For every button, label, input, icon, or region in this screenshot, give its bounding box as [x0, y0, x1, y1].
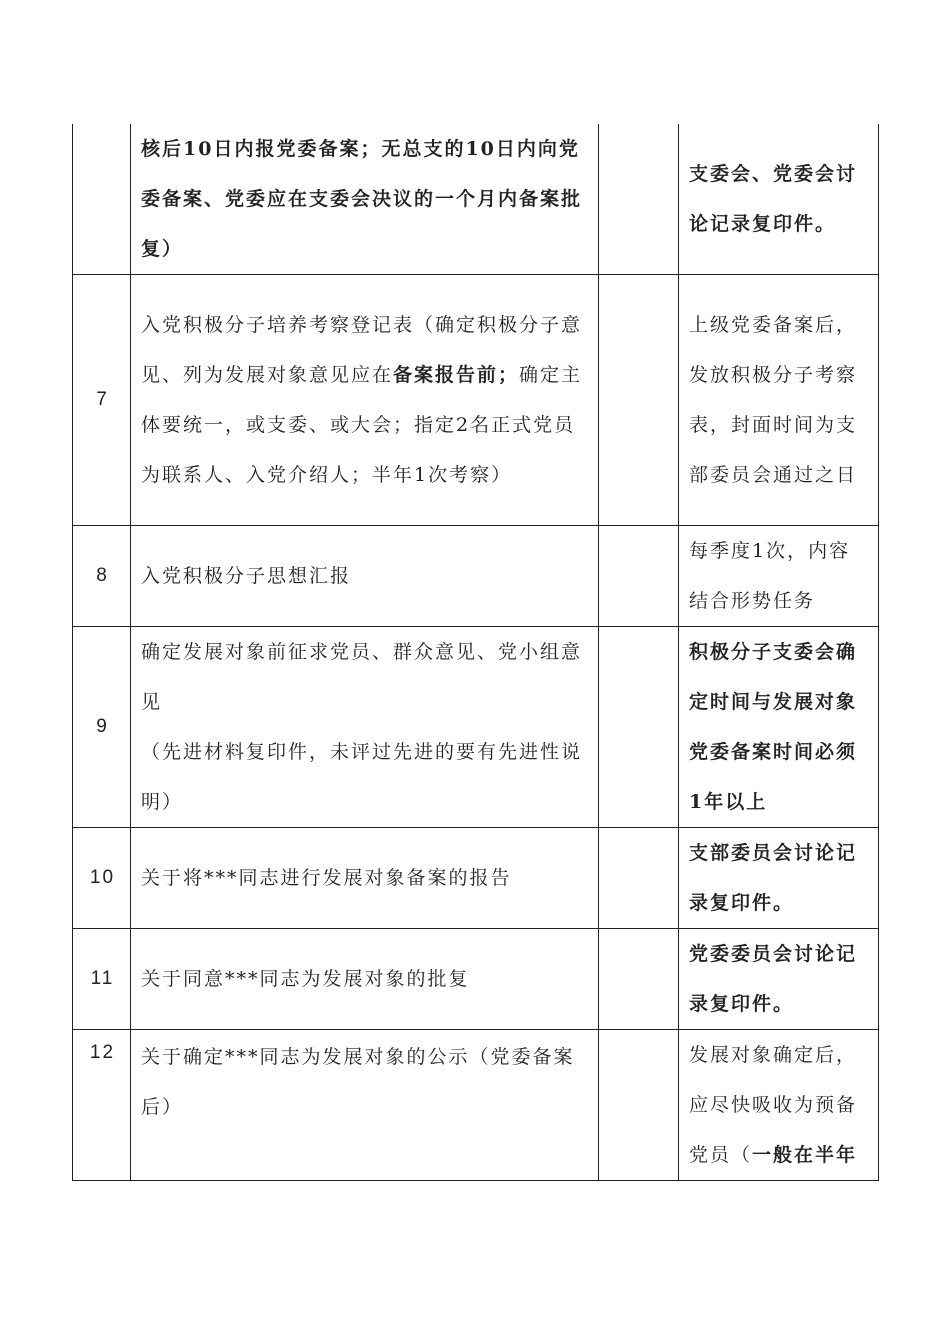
blank-cell: [599, 627, 679, 828]
row-note: 上级党委备案后，发放积极分子考察表，封面时间为支部委员会通过之日: [679, 275, 879, 526]
row-content: 关于确定***同志为发展对象的公示（党委备案后）: [131, 1030, 599, 1181]
row-note: 支委会、党委会讨论记录复印件。: [679, 124, 879, 275]
blank-cell: [599, 1030, 679, 1181]
row-note: 积极分子支委会确定时间与发展对象党委备案时间必须1年以上: [679, 627, 879, 828]
row-number: 10: [73, 828, 131, 929]
content-text: 确定主体要统一，或支委、或大会；指定2名正式党员为联系人、入党介绍人；半年1次考察）: [141, 364, 583, 486]
table-row: [73, 526, 879, 627]
blank-cell: [599, 124, 679, 275]
blank-cell: [599, 828, 679, 929]
row-note: 每季度1次，内容结合形势任务: [679, 526, 879, 627]
table-row: [73, 627, 879, 828]
content-line: （先进材料复印件，未评过先进的要有先进性说明）: [141, 741, 583, 813]
table-row: [73, 929, 879, 1030]
row-number: 9: [73, 627, 131, 828]
content-text: 入党积极分子培养考察登记表（确定积极分子意见、列为发展对象意见应在: [141, 314, 583, 386]
note-emphasis: 一般在半年: [752, 1144, 858, 1166]
row-content: 关于同意***同志为发展对象的批复: [131, 929, 599, 1030]
row-number: 8: [73, 526, 131, 627]
blank-cell: [599, 275, 679, 526]
row-note: [679, 1030, 879, 1181]
content-emphasis: 备案报告前；: [393, 364, 520, 386]
content-line: 确定发展对象前征求党员、群众意见、党小组意见: [141, 641, 583, 713]
row-content: [131, 627, 599, 828]
row-note: 支部委员会讨论记录复印件。: [679, 828, 879, 929]
row-content: [131, 275, 599, 526]
row-content: 关于将***同志进行发展对象备案的报告: [131, 828, 599, 929]
row-number: 12: [73, 1030, 131, 1181]
table-row: [73, 275, 879, 526]
row-content: 入党积极分子思想汇报: [131, 526, 599, 627]
row-number: 7: [73, 275, 131, 526]
table-row: [73, 124, 879, 275]
table-row: [73, 1030, 879, 1181]
table-row: [73, 828, 879, 929]
blank-cell: [599, 929, 679, 1030]
blank-cell: [599, 526, 679, 627]
row-number: 11: [73, 929, 131, 1030]
row-number: [73, 124, 131, 275]
row-note: 党委委员会讨论记录复印件。: [679, 929, 879, 1030]
party-membership-procedure-table: [72, 124, 879, 1181]
note-text: 发展对象确定后，应尽快吸收为预备党员（: [689, 1044, 858, 1166]
row-content: 核后10日内报党委备案；无总支的10日内向党委备案、党委应在支委会决议的一个月内备案批复）: [131, 124, 599, 275]
